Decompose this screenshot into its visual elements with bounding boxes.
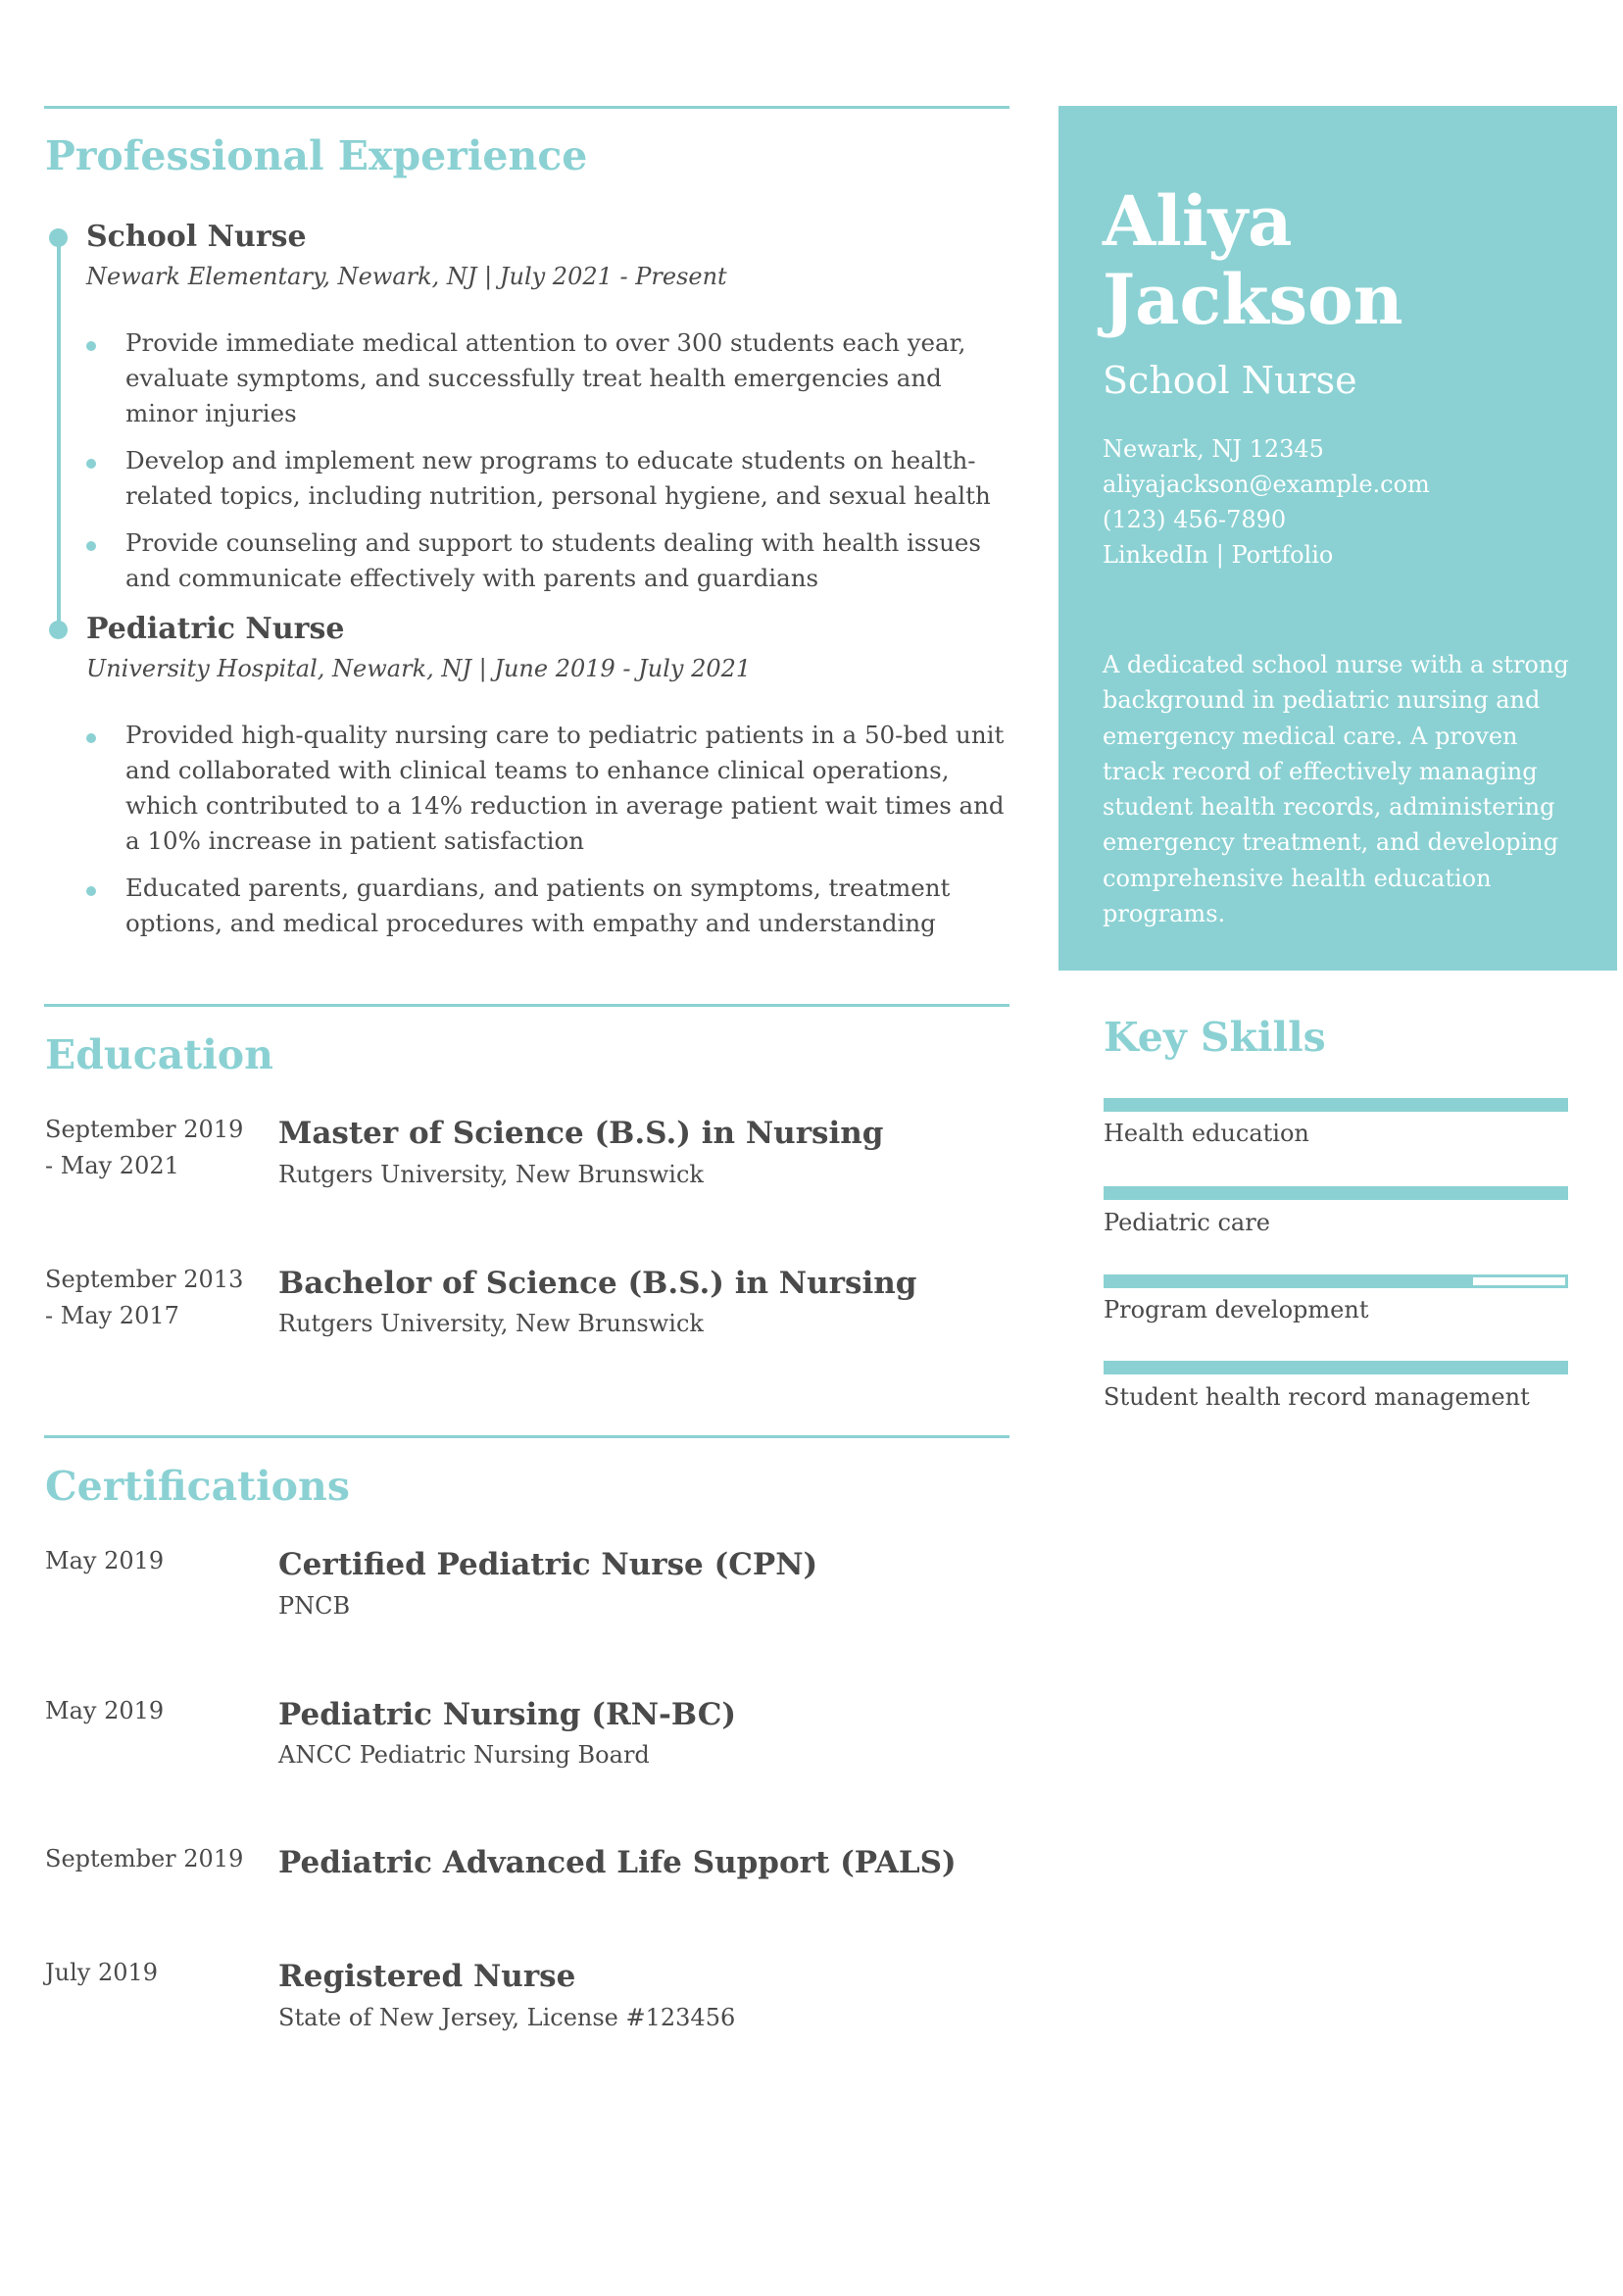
address: Newark, NJ 12345 xyxy=(1103,435,1324,463)
certifications-heading: Certifications xyxy=(45,1463,350,1510)
summary-text: A dedicated school nurse with a strong background in pediatric nursing and emergency medical care. A proven track record of effectively managing student health records, administering emergency treatment, and developing comprehensive health education programs. xyxy=(1103,651,1569,928)
phone: (123) 456-7890 xyxy=(1103,506,1287,533)
candidate-name xyxy=(1103,182,1403,339)
profile-box xyxy=(1058,106,1617,971)
certification-name: Pediatric Advanced Life Support (PALS) xyxy=(278,1845,957,1880)
education-heading: Education xyxy=(45,1031,273,1078)
skill-bar xyxy=(1104,1186,1568,1200)
experience-heading: Professional Experience xyxy=(45,132,588,179)
bullet-item: Provide immediate medical attention to over 300 students each year, evaluate symptoms, and successfully treat health emergencies and minor injuries xyxy=(86,325,1017,431)
certification-name: Registered Nurse xyxy=(278,1959,576,1994)
profile-links[interactable]: LinkedIn | Portfolio xyxy=(1103,541,1334,569)
skill-fill xyxy=(1107,1101,1565,1109)
timeline-line xyxy=(57,235,61,629)
certification-date: May 2019 xyxy=(45,1697,165,1724)
skill-label: Health education xyxy=(1104,1120,1309,1147)
job-meta: University Hospital, Newark, NJ | June 2019 - July 2021 xyxy=(86,655,752,682)
skill-fill xyxy=(1107,1189,1565,1197)
bullet-item: Educated parents, guardians, and patients on symptoms, treatment options, and medical procedures with empathy and understanding xyxy=(86,871,1017,941)
bullet-item: Provided high-quality nursing care to pediatric patients in a 50-bed unit and collaborated with clinical teams to enhance clinical operations, which contributed to a 14% reduction in average patient wait times and a 10% increase in patient satisfaction xyxy=(86,718,1017,859)
education-school: Rutgers University, New Brunswick xyxy=(278,1310,704,1337)
certification-name: Pediatric Nursing (RN-BC) xyxy=(278,1697,737,1732)
education-date: September 2019 - May 2021 xyxy=(45,1116,244,1179)
skill-bar xyxy=(1104,1361,1568,1374)
skills-heading: Key Skills xyxy=(1104,1014,1326,1061)
last-name: Jackson xyxy=(1103,259,1403,340)
skill-label: Pediatric care xyxy=(1104,1209,1270,1236)
timeline-dot xyxy=(49,228,68,247)
contact-info xyxy=(1103,431,1430,573)
job-bullets xyxy=(86,325,1017,608)
education-date: September 2013 - May 2017 xyxy=(45,1266,244,1329)
education-degree: Master of Science (B.S.) in Nursing xyxy=(278,1116,884,1151)
skill-fill xyxy=(1107,1364,1565,1372)
certification-name: Certified Pediatric Nurse (CPN) xyxy=(278,1547,818,1582)
certification-date: September 2019 xyxy=(45,1845,244,1872)
education-top-rule xyxy=(44,1004,1009,1007)
candidate-role: School Nurse xyxy=(1103,359,1357,402)
certification-date: July 2019 xyxy=(45,1959,159,1986)
skill-bar xyxy=(1104,1274,1568,1288)
bullet-item: Develop and implement new programs to educate students on health-related topics, including nutrition, personal hygiene, and sexual health xyxy=(86,443,1017,514)
skill-label: Student health record management xyxy=(1104,1383,1530,1411)
job-title: School Nurse xyxy=(86,220,307,254)
job-title: Pediatric Nurse xyxy=(86,612,345,646)
email-link[interactable]: aliyajackson@example.com xyxy=(1103,471,1430,498)
job-meta: Newark Elementary, Newark, NJ | July 2021 - Present xyxy=(86,263,727,290)
timeline-dot xyxy=(49,621,68,639)
experience-top-rule xyxy=(44,106,1009,109)
skill-fill xyxy=(1107,1277,1473,1285)
skill-bar xyxy=(1104,1098,1568,1112)
skill-label: Program development xyxy=(1104,1296,1369,1323)
bullet-item: Provide counseling and support to students dealing with health issues and communicate effectively with parents and guardians xyxy=(86,525,1017,596)
first-name: Aliya xyxy=(1103,180,1293,262)
education-degree: Bachelor of Science (B.S.) in Nursing xyxy=(278,1266,917,1301)
certifications-top-rule xyxy=(44,1435,1009,1438)
certification-issuer: State of New Jersey, License #123456 xyxy=(278,2004,736,2031)
certification-date: May 2019 xyxy=(45,1547,165,1574)
certification-issuer: ANCC Pediatric Nursing Board xyxy=(278,1741,650,1769)
certification-issuer: PNCB xyxy=(278,1592,351,1620)
education-school: Rutgers University, New Brunswick xyxy=(278,1161,704,1188)
job-bullets xyxy=(86,718,1017,953)
